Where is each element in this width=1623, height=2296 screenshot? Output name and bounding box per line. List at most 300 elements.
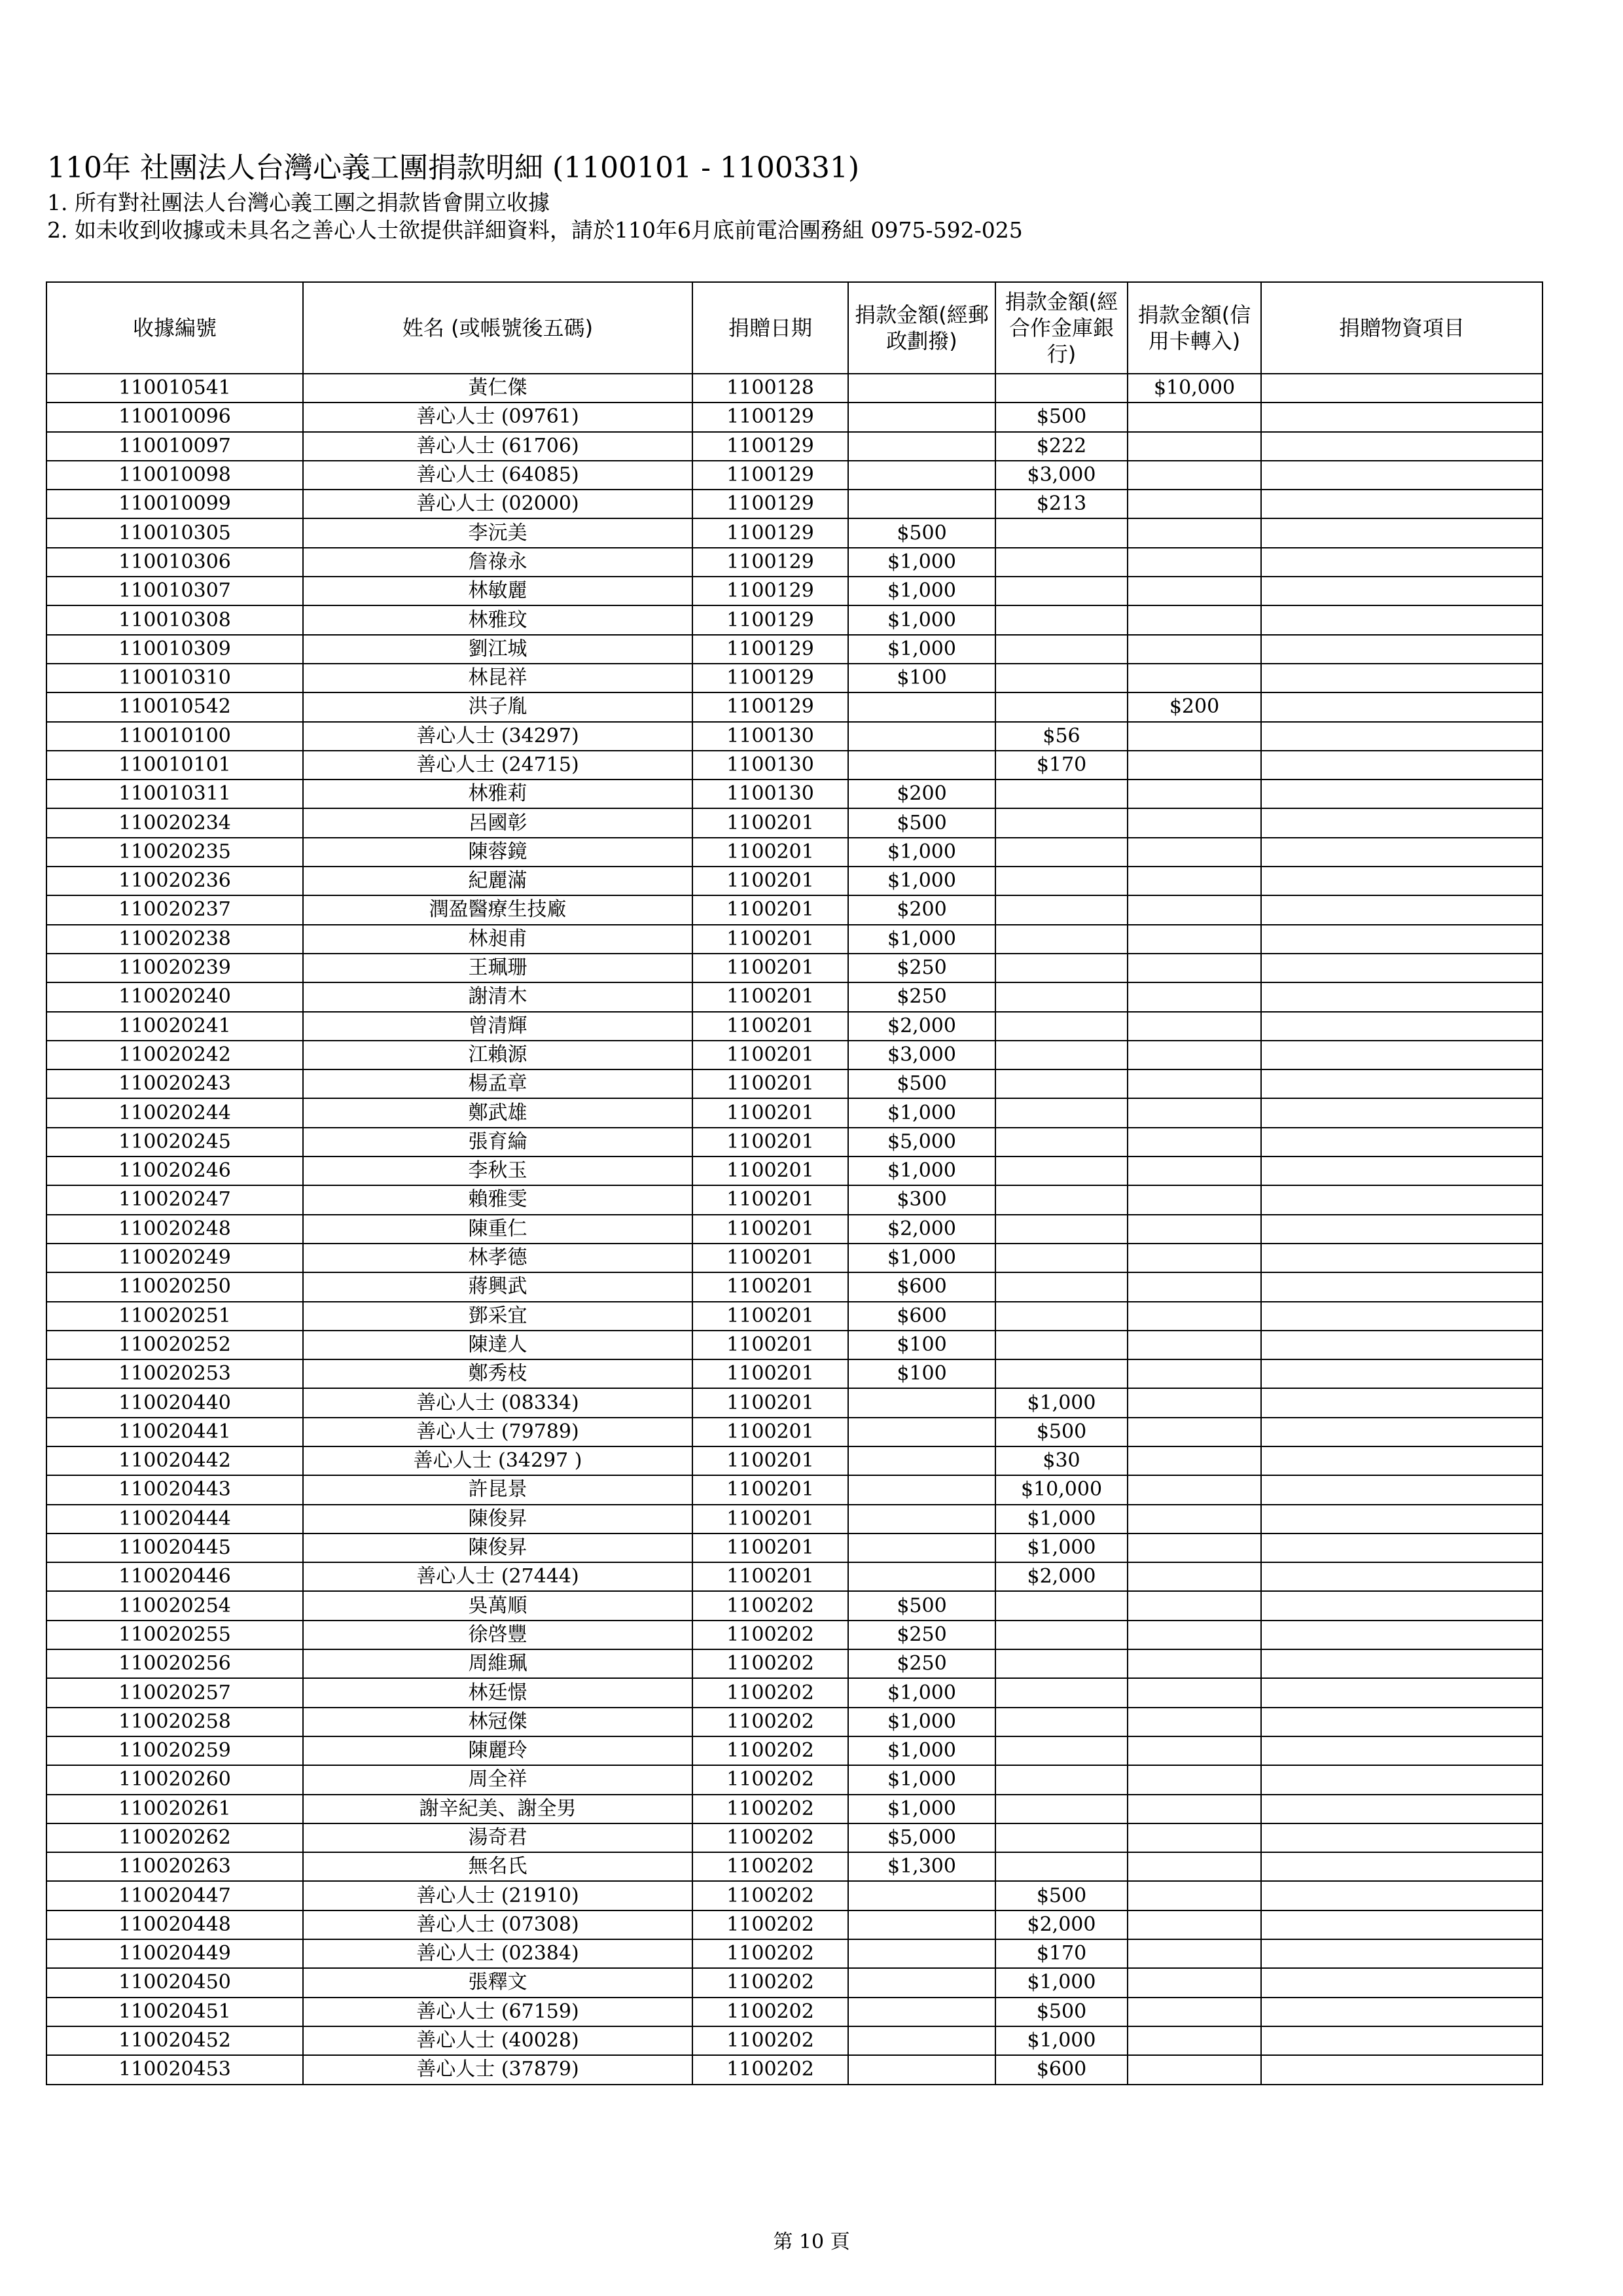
- receipt-no-cell: 110010311: [46, 780, 303, 808]
- credit-card-amount-cell: [1128, 1881, 1261, 1910]
- postal-amount-cell: $1,000: [848, 1708, 995, 1736]
- credit-card-amount-cell: [1128, 1069, 1261, 1098]
- goods-cell: [1261, 1534, 1543, 1562]
- table-row: [46, 1649, 1543, 1678]
- date-cell: 1100201: [692, 1359, 848, 1388]
- bank-amount-cell: [995, 808, 1128, 837]
- goods-cell: [1261, 374, 1543, 403]
- date-cell: 1100202: [692, 1678, 848, 1707]
- receipt-no-cell: 110020449: [46, 1939, 303, 1968]
- donor-name-cell: 鄧采宜: [303, 1302, 692, 1331]
- bank-amount-cell: [995, 1157, 1128, 1185]
- goods-cell: [1261, 432, 1543, 461]
- goods-cell: [1261, 1562, 1543, 1591]
- donor-name-cell: 善心人士 (37879): [303, 2055, 692, 2084]
- postal-amount-cell: $500: [848, 1069, 995, 1098]
- goods-cell: [1261, 692, 1543, 721]
- postal-amount-cell: $200: [848, 780, 995, 808]
- date-cell: 1100201: [692, 1388, 848, 1417]
- receipt-no-cell: 110020253: [46, 1359, 303, 1388]
- postal-amount-cell: $250: [848, 1649, 995, 1678]
- bank-amount-cell: [995, 1852, 1128, 1881]
- table-row: [46, 1418, 1543, 1446]
- credit-card-amount-cell: [1128, 1736, 1261, 1765]
- donor-name-cell: 善心人士 (27444): [303, 1562, 692, 1591]
- receipt-no-cell: 110020243: [46, 1069, 303, 1098]
- bank-amount-cell: [995, 954, 1128, 982]
- credit-card-amount-cell: [1128, 1765, 1261, 1794]
- column-header-goods: 捐贈物資項目: [1261, 282, 1543, 374]
- table-row: [46, 1331, 1543, 1359]
- donor-name-cell: 潤盈醫療生技廠: [303, 895, 692, 924]
- donor-name-cell: 李秋玉: [303, 1157, 692, 1185]
- credit-card-amount-cell: [1128, 1795, 1261, 1823]
- goods-cell: [1261, 1795, 1543, 1823]
- receipt-no-cell: 110020251: [46, 1302, 303, 1331]
- date-cell: 1100130: [692, 722, 848, 751]
- credit-card-amount-cell: [1128, 664, 1261, 692]
- bank-amount-cell: [995, 895, 1128, 924]
- postal-amount-cell: $2,000: [848, 1012, 995, 1041]
- receipt-no-cell: 110020443: [46, 1475, 303, 1504]
- credit-card-amount-cell: [1128, 780, 1261, 808]
- donor-name-cell: 陳達人: [303, 1331, 692, 1359]
- bank-amount-cell: $500: [995, 1418, 1128, 1446]
- bank-amount-cell: [995, 867, 1128, 895]
- credit-card-amount-cell: [1128, 1708, 1261, 1736]
- bank-amount-cell: [995, 1069, 1128, 1098]
- donation-table: [46, 281, 1543, 2085]
- donor-name-cell: 黃仁傑: [303, 374, 692, 403]
- table-row: [46, 1012, 1543, 1041]
- credit-card-amount-cell: [1128, 518, 1261, 547]
- table-row: [46, 1069, 1543, 1098]
- bank-amount-cell: [995, 1128, 1128, 1157]
- receipt-no-cell: 110020234: [46, 808, 303, 837]
- postal-amount-cell: [848, 1881, 995, 1910]
- date-cell: 1100129: [692, 635, 848, 664]
- postal-amount-cell: $1,000: [848, 1678, 995, 1707]
- postal-amount-cell: $500: [848, 808, 995, 837]
- goods-cell: [1261, 605, 1543, 634]
- bank-amount-cell: [995, 1765, 1128, 1794]
- credit-card-amount-cell: [1128, 1998, 1261, 2026]
- table-row: [46, 1968, 1543, 1997]
- goods-cell: [1261, 1591, 1543, 1620]
- postal-amount-cell: [848, 1968, 995, 1997]
- table-row: [46, 490, 1543, 518]
- bank-amount-cell: $56: [995, 722, 1128, 751]
- table-header-row: [46, 282, 1543, 374]
- bank-amount-cell: [995, 1185, 1128, 1214]
- goods-cell: [1261, 808, 1543, 837]
- bank-amount-cell: $10,000: [995, 1475, 1128, 1504]
- table-row: [46, 1098, 1543, 1127]
- table-row: [46, 1795, 1543, 1823]
- table-row: [46, 432, 1543, 461]
- goods-cell: [1261, 1881, 1543, 1910]
- bank-amount-cell: $1,000: [995, 1505, 1128, 1534]
- goods-cell: [1261, 867, 1543, 895]
- table-row: [46, 1388, 1543, 1417]
- goods-cell: [1261, 780, 1543, 808]
- donor-name-cell: 詹祿永: [303, 548, 692, 577]
- table-row: [46, 1185, 1543, 1214]
- bank-amount-cell: $500: [995, 403, 1128, 431]
- goods-cell: [1261, 1302, 1543, 1331]
- table-row: [46, 982, 1543, 1011]
- goods-cell: [1261, 722, 1543, 751]
- bank-amount-cell: $213: [995, 490, 1128, 518]
- date-cell: 1100129: [692, 490, 848, 518]
- receipt-no-cell: 110020259: [46, 1736, 303, 1765]
- goods-cell: [1261, 1012, 1543, 1041]
- credit-card-amount-cell: [1128, 1475, 1261, 1504]
- credit-card-amount-cell: [1128, 1621, 1261, 1649]
- table-row: [46, 1128, 1543, 1157]
- goods-cell: [1261, 1388, 1543, 1417]
- credit-card-amount-cell: [1128, 635, 1261, 664]
- receipt-no-cell: 110020235: [46, 838, 303, 867]
- date-cell: 1100202: [692, 2026, 848, 2055]
- table-row: [46, 1302, 1543, 1331]
- credit-card-amount-cell: [1128, 605, 1261, 634]
- receipt-no-cell: 110020246: [46, 1157, 303, 1185]
- postal-amount-cell: $1,000: [848, 838, 995, 867]
- receipt-no-cell: 110020263: [46, 1852, 303, 1881]
- postal-amount-cell: [848, 1446, 995, 1475]
- receipt-no-cell: 110020250: [46, 1272, 303, 1301]
- bank-amount-cell: [995, 925, 1128, 954]
- goods-cell: [1261, 518, 1543, 547]
- date-cell: 1100129: [692, 518, 848, 547]
- receipt-no-cell: 110020445: [46, 1534, 303, 1562]
- donor-name-cell: 林昆祥: [303, 664, 692, 692]
- date-cell: 1100201: [692, 1446, 848, 1475]
- receipt-no-cell: 110020236: [46, 867, 303, 895]
- receipt-no-cell: 110020247: [46, 1185, 303, 1214]
- receipt-no-cell: 110020248: [46, 1215, 303, 1244]
- postal-amount-cell: [848, 1562, 995, 1591]
- date-cell: 1100202: [692, 1968, 848, 1997]
- receipt-no-cell: 110020239: [46, 954, 303, 982]
- date-cell: 1100201: [692, 1302, 848, 1331]
- goods-cell: [1261, 1041, 1543, 1069]
- postal-amount-cell: [848, 751, 995, 780]
- column-header-receipt-no: 收據編號: [46, 282, 303, 374]
- date-cell: 1100202: [692, 1852, 848, 1881]
- credit-card-amount-cell: [1128, 1678, 1261, 1707]
- table-row: [46, 1939, 1543, 1968]
- postal-amount-cell: [848, 432, 995, 461]
- date-cell: 1100201: [692, 1012, 848, 1041]
- postal-amount-cell: [848, 1998, 995, 2026]
- postal-amount-cell: $1,300: [848, 1852, 995, 1881]
- credit-card-amount-cell: [1128, 1359, 1261, 1388]
- goods-cell: [1261, 1708, 1543, 1736]
- bank-amount-cell: [995, 1823, 1128, 1852]
- receipt-no-cell: 110020446: [46, 1562, 303, 1591]
- credit-card-amount-cell: [1128, 490, 1261, 518]
- column-header-name: 姓名 (或帳號後五碼): [303, 282, 692, 374]
- receipt-no-cell: 110010305: [46, 518, 303, 547]
- receipt-no-cell: 110020241: [46, 1012, 303, 1041]
- bank-amount-cell: [995, 1331, 1128, 1359]
- postal-amount-cell: $500: [848, 1591, 995, 1620]
- credit-card-amount-cell: [1128, 1505, 1261, 1534]
- bank-amount-cell: [995, 518, 1128, 547]
- receipt-no-cell: 110020249: [46, 1244, 303, 1272]
- table-row: [46, 925, 1543, 954]
- table-row: [46, 867, 1543, 895]
- page-title: 110年 社團法人台灣心義工團捐款明細 (1100101 - 1100331): [47, 151, 860, 185]
- date-cell: 1100129: [692, 432, 848, 461]
- goods-cell: [1261, 1418, 1543, 1446]
- table-row: [46, 1621, 1543, 1649]
- bank-amount-cell: $222: [995, 432, 1128, 461]
- bank-amount-cell: $1,000: [995, 1968, 1128, 1997]
- donor-name-cell: 李沅美: [303, 518, 692, 547]
- date-cell: 1100201: [692, 1244, 848, 1272]
- postal-amount-cell: $3,000: [848, 1041, 995, 1069]
- table-body: [46, 374, 1543, 2085]
- table-row: [46, 461, 1543, 490]
- date-cell: 1100129: [692, 664, 848, 692]
- bank-amount-cell: [995, 1591, 1128, 1620]
- donor-name-cell: 善心人士 (09761): [303, 403, 692, 431]
- receipt-no-cell: 110020237: [46, 895, 303, 924]
- date-cell: 1100201: [692, 1534, 848, 1562]
- bank-amount-cell: [995, 1302, 1128, 1331]
- date-cell: 1100201: [692, 954, 848, 982]
- goods-cell: [1261, 1215, 1543, 1244]
- credit-card-amount-cell: [1128, 1157, 1261, 1185]
- table-row: [46, 1823, 1543, 1852]
- goods-cell: [1261, 635, 1543, 664]
- donor-name-cell: 陳麗玲: [303, 1736, 692, 1765]
- table-row: [46, 1998, 1543, 2026]
- donor-name-cell: 鄭秀枝: [303, 1359, 692, 1388]
- bank-amount-cell: [995, 605, 1128, 634]
- table-row: [46, 2055, 1543, 2084]
- table-row: [46, 751, 1543, 780]
- receipt-no-cell: 110020244: [46, 1098, 303, 1127]
- goods-cell: [1261, 925, 1543, 954]
- date-cell: 1100201: [692, 895, 848, 924]
- date-cell: 1100130: [692, 780, 848, 808]
- postal-amount-cell: $200: [848, 895, 995, 924]
- goods-cell: [1261, 1910, 1543, 1939]
- bank-amount-cell: [995, 1012, 1128, 1041]
- goods-cell: [1261, 1998, 1543, 2026]
- donor-name-cell: 謝辛紀美、謝全男: [303, 1795, 692, 1823]
- postal-amount-cell: $1,000: [848, 1244, 995, 1272]
- receipt-no-cell: 110020258: [46, 1708, 303, 1736]
- donor-name-cell: 洪子胤: [303, 692, 692, 721]
- receipt-no-cell: 110010100: [46, 722, 303, 751]
- donor-name-cell: 陳重仁: [303, 1215, 692, 1244]
- bank-amount-cell: [995, 692, 1128, 721]
- bank-amount-cell: $170: [995, 1939, 1128, 1968]
- bank-amount-cell: $30: [995, 1446, 1128, 1475]
- postal-amount-cell: $100: [848, 1331, 995, 1359]
- receipt-no-cell: 110020255: [46, 1621, 303, 1649]
- date-cell: 1100201: [692, 1505, 848, 1534]
- credit-card-amount-cell: [1128, 1649, 1261, 1678]
- table-row: [46, 1041, 1543, 1069]
- receipt-no-cell: 110020242: [46, 1041, 303, 1069]
- goods-cell: [1261, 403, 1543, 431]
- date-cell: 1100201: [692, 1157, 848, 1185]
- postal-amount-cell: $2,000: [848, 1215, 995, 1244]
- table-row: [46, 1678, 1543, 1707]
- contact-note: 2. 如未收到收據或未具名之善心人士欲提供詳細資料，請於110年6月底前電洽團務組 0975-592-025: [47, 217, 1023, 243]
- goods-cell: [1261, 1475, 1543, 1504]
- date-cell: 1100202: [692, 1621, 848, 1649]
- donor-name-cell: 善心人士 (07308): [303, 1910, 692, 1939]
- date-cell: 1100201: [692, 982, 848, 1011]
- credit-card-amount-cell: [1128, 577, 1261, 605]
- goods-cell: [1261, 954, 1543, 982]
- bank-amount-cell: $500: [995, 1881, 1128, 1910]
- date-cell: 1100202: [692, 1881, 848, 1910]
- donor-name-cell: 善心人士 (64085): [303, 461, 692, 490]
- date-cell: 1100201: [692, 867, 848, 895]
- goods-cell: [1261, 461, 1543, 490]
- date-cell: 1100201: [692, 838, 848, 867]
- goods-cell: [1261, 1128, 1543, 1157]
- bank-amount-cell: $1,000: [995, 1388, 1128, 1417]
- table-row: [46, 1505, 1543, 1534]
- receipt-no-cell: 110010097: [46, 432, 303, 461]
- date-cell: 1100129: [692, 548, 848, 577]
- credit-card-amount-cell: [1128, 1534, 1261, 1562]
- date-cell: 1100201: [692, 1185, 848, 1214]
- table-row: [46, 635, 1543, 664]
- donor-name-cell: 鄭武雄: [303, 1098, 692, 1127]
- donor-name-cell: 周維珮: [303, 1649, 692, 1678]
- donor-name-cell: 陳俊昇: [303, 1505, 692, 1534]
- receipt-no-cell: 110020441: [46, 1418, 303, 1446]
- date-cell: 1100202: [692, 1765, 848, 1794]
- postal-amount-cell: $600: [848, 1302, 995, 1331]
- postal-amount-cell: [848, 692, 995, 721]
- table-row: [46, 664, 1543, 692]
- credit-card-amount-cell: [1128, 1388, 1261, 1417]
- goods-cell: [1261, 1272, 1543, 1301]
- postal-amount-cell: [848, 1910, 995, 1939]
- receipt-no-cell: 110010307: [46, 577, 303, 605]
- goods-cell: [1261, 1185, 1543, 1214]
- goods-cell: [1261, 664, 1543, 692]
- date-cell: 1100201: [692, 1215, 848, 1244]
- credit-card-amount-cell: [1128, 1823, 1261, 1852]
- column-header-credit-card-amount: 捐款金額(信用卡轉入): [1128, 282, 1261, 374]
- credit-card-amount-cell: [1128, 1591, 1261, 1620]
- date-cell: 1100202: [692, 1795, 848, 1823]
- date-cell: 1100129: [692, 692, 848, 721]
- postal-amount-cell: $1,000: [848, 867, 995, 895]
- date-cell: 1100201: [692, 1128, 848, 1157]
- table-row: [46, 1534, 1543, 1562]
- date-cell: 1100202: [692, 1736, 848, 1765]
- donor-name-cell: 善心人士 (34297 ): [303, 1446, 692, 1475]
- credit-card-amount-cell: [1128, 1128, 1261, 1157]
- column-header-postal-amount: 捐款金額(經郵政劃撥): [848, 282, 995, 374]
- bank-amount-cell: [995, 1649, 1128, 1678]
- credit-card-amount-cell: [1128, 1098, 1261, 1127]
- donor-name-cell: 蔣興武: [303, 1272, 692, 1301]
- date-cell: 1100202: [692, 1708, 848, 1736]
- goods-cell: [1261, 548, 1543, 577]
- table-row: [46, 1562, 1543, 1591]
- donor-name-cell: 曾清輝: [303, 1012, 692, 1041]
- bank-amount-cell: $1,000: [995, 1534, 1128, 1562]
- table-row: [46, 1852, 1543, 1881]
- credit-card-amount-cell: [1128, 1012, 1261, 1041]
- postal-amount-cell: $5,000: [848, 1823, 995, 1852]
- postal-amount-cell: [848, 461, 995, 490]
- date-cell: 1100202: [692, 1591, 848, 1620]
- date-cell: 1100129: [692, 461, 848, 490]
- bank-amount-cell: [995, 374, 1128, 403]
- goods-cell: [1261, 1736, 1543, 1765]
- postal-amount-cell: $100: [848, 1359, 995, 1388]
- bank-amount-cell: [995, 1795, 1128, 1823]
- date-cell: 1100201: [692, 925, 848, 954]
- date-cell: 1100201: [692, 1272, 848, 1301]
- postal-amount-cell: [848, 2026, 995, 2055]
- postal-amount-cell: [848, 1418, 995, 1446]
- donor-name-cell: 善心人士 (40028): [303, 2026, 692, 2055]
- credit-card-amount-cell: [1128, 751, 1261, 780]
- credit-card-amount-cell: [1128, 982, 1261, 1011]
- postal-amount-cell: [848, 1475, 995, 1504]
- receipt-no-cell: 110010099: [46, 490, 303, 518]
- donor-name-cell: 善心人士 (02000): [303, 490, 692, 518]
- goods-cell: [1261, 1069, 1543, 1098]
- receipt-no-cell: 110010306: [46, 548, 303, 577]
- postal-amount-cell: [848, 1939, 995, 1968]
- postal-amount-cell: $1,000: [848, 1765, 995, 1794]
- receipt-no-cell: 110010101: [46, 751, 303, 780]
- table-row: [46, 1910, 1543, 1939]
- postal-amount-cell: [848, 2055, 995, 2084]
- postal-amount-cell: [848, 403, 995, 431]
- postal-amount-cell: $5,000: [848, 1128, 995, 1157]
- donor-name-cell: 善心人士 (34297): [303, 722, 692, 751]
- credit-card-amount-cell: $10,000: [1128, 374, 1261, 403]
- page-number: 第 10 頁: [773, 2231, 850, 2253]
- credit-card-amount-cell: [1128, 2026, 1261, 2055]
- postal-amount-cell: $1,000: [848, 605, 995, 634]
- credit-card-amount-cell: [1128, 432, 1261, 461]
- receipt-no-cell: 110020252: [46, 1331, 303, 1359]
- receipt-no-cell: 110010096: [46, 403, 303, 431]
- credit-card-amount-cell: [1128, 2055, 1261, 2084]
- postal-amount-cell: $1,000: [848, 548, 995, 577]
- goods-cell: [1261, 1678, 1543, 1707]
- credit-card-amount-cell: [1128, 461, 1261, 490]
- goods-cell: [1261, 1939, 1543, 1968]
- receipt-no-cell: 110020448: [46, 1910, 303, 1939]
- table-row: [46, 1157, 1543, 1185]
- postal-amount-cell: [848, 1505, 995, 1534]
- credit-card-amount-cell: $200: [1128, 692, 1261, 721]
- column-header-date: 捐贈日期: [692, 282, 848, 374]
- goods-cell: [1261, 1446, 1543, 1475]
- donor-name-cell: 湯奇君: [303, 1823, 692, 1852]
